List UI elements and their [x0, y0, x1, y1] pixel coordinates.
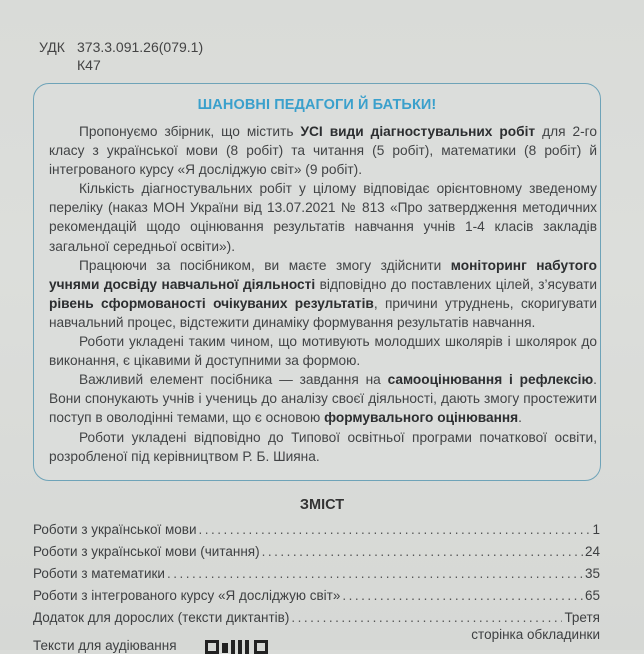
qr-code-icon[interactable]	[205, 640, 268, 654]
intro-box	[33, 83, 601, 481]
paragraph-text: Роботи укладені відповідно до Типової освітньої програми початкової освіти, розробленої під керівництвом Р. Б. Шияна.	[49, 429, 597, 464]
toc-item-page: 35	[584, 566, 600, 581]
paragraph-text: Пропонуємо збірник, що містить	[79, 124, 301, 139]
intro-paragraph	[49, 428, 597, 466]
emphasis-text: самооцінювання і рефлексію	[387, 372, 594, 388]
toc-leader-dots	[262, 544, 583, 559]
emphasis-text: УСІ види діагностувальних робіт	[300, 124, 536, 139]
toc-leader-dots	[199, 522, 591, 537]
toc-item-title: Роботи з української мови	[33, 522, 197, 537]
toc-item[interactable]	[33, 544, 600, 566]
toc-item-title: Роботи з української мови (читання)	[33, 544, 260, 559]
paragraph-text: відповідно до поставлених цілей, з’ясувати	[315, 276, 597, 292]
toc-item[interactable]	[33, 588, 600, 610]
toc-item-page: 1	[592, 522, 600, 537]
intro-paragraph	[49, 370, 597, 427]
intro-title: ШАНОВНІ ПЕДАГОГИ Й БАТЬКИ!	[197, 97, 437, 113]
intro-paragraph	[49, 179, 597, 255]
paragraph-text: Роботи укладені таким чином, що мотивують молодших школярів і школярок до виконання, є цікавими й доступними за формою.	[49, 334, 597, 369]
toc-leader-dots	[342, 588, 583, 603]
udk-code: 373.3.091.26(079.1)	[77, 39, 204, 55]
intro-text	[49, 122, 597, 466]
toc-title: ЗМІСТ	[299, 497, 345, 513]
paragraph-text: . Вони спонукають учнів і учениць до аналізу своєї діяльності, дають змогу простежити поступ в оволодінні темами, що є основою	[49, 372, 597, 426]
toc-item-page: 24	[584, 544, 600, 559]
intro-paragraph	[49, 122, 597, 179]
toc-item-page: 65	[584, 588, 600, 603]
udk-block	[39, 38, 203, 74]
toc-item[interactable]	[33, 566, 600, 588]
paragraph-text: , причини утруднень, скоригувати навчальний процес, відстежити динаміку формування результатів навчання.	[49, 295, 597, 330]
emphasis-text: рівень сформованості очікуваних результатів	[49, 295, 374, 311]
audio-texts-label: Тексти для аудіювання	[33, 638, 177, 653]
paragraph-text: для 2-го класу з української мови (8 робіт) та читання (5 робіт), математики (8 робіт) й інтегрованого курсу «Я досліджую світ» (9 робіт).	[49, 124, 597, 178]
emphasis-text: моніторинг набутого учнями досвіду навчальної діяльності	[49, 257, 597, 292]
intro-paragraph	[49, 256, 597, 332]
toc-item-title: Роботи з інтегрованого курсу «Я досліджую світ»	[33, 588, 341, 603]
udk-label: УДК	[39, 39, 65, 55]
intro-paragraph	[49, 332, 597, 370]
author-mark: К47	[77, 57, 101, 73]
toc-item-title: Роботи з математики	[33, 566, 165, 581]
toc-item[interactable]	[33, 522, 600, 544]
emphasis-text: формувального оцінювання	[324, 410, 519, 426]
toc-leader-dots	[167, 566, 583, 581]
toc-page-continuation: сторінка обкладинки	[471, 627, 600, 642]
paragraph-text: Важливий елемент посібника — завдання на	[79, 372, 388, 388]
paragraph-text: Кількість діагностувальних робіт у цілому відповідає орієнтовному зведеному переліку (наказ МОН України від 13.07.2021 № 813 «Про затвердження методичних рекомендацій щодо оцінювання результатів навчання учнів 1-4 класів закладів загальної середньої освіти»).	[49, 181, 597, 254]
paragraph-text: Працюючи за посібником, ви маєте змогу здійснити	[79, 257, 451, 273]
table-of-contents	[33, 522, 600, 632]
toc-item-title: Додаток для дорослих (тексти диктантів)	[33, 610, 290, 625]
toc-item-page: Третя	[564, 610, 600, 625]
paragraph-text: .	[518, 410, 522, 426]
toc-leader-dots	[291, 610, 562, 625]
